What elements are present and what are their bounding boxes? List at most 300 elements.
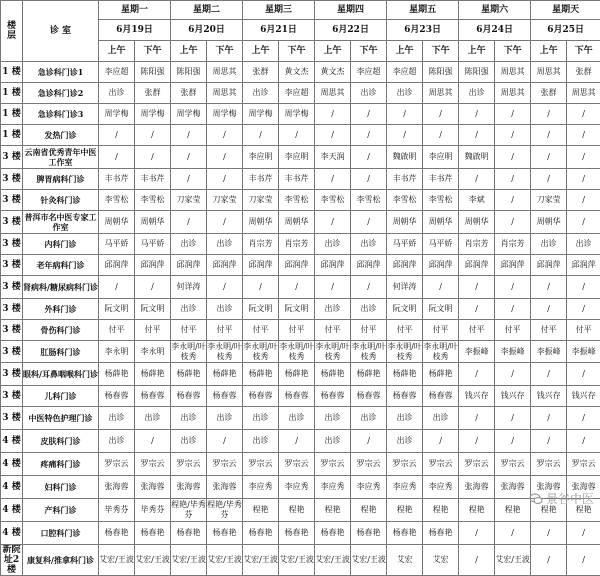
doctor-cell: / <box>387 125 423 146</box>
dept-cell: 肾病科/糖尿病科门诊 <box>23 276 99 299</box>
doctor-cell: / <box>531 545 567 576</box>
doctor-cell: / <box>135 430 171 453</box>
doctor-cell: 李永明/叶枝秀 <box>279 341 315 363</box>
doctor-cell: / <box>459 363 495 386</box>
doctor-cell: 陈阳强 <box>423 62 459 83</box>
doctor-cell: 邱润萍 <box>531 255 567 276</box>
doctor-cell: 周学梅 <box>279 104 315 125</box>
doctor-cell: 邱润萍 <box>459 255 495 276</box>
doctor-cell: 李应明 <box>423 146 459 169</box>
doctor-cell: 陈阳强 <box>171 62 207 83</box>
doctor-cell: / <box>495 276 531 299</box>
schedule-row <box>1 363 600 386</box>
schedule-row <box>1 430 600 453</box>
dept-cell: 肛肠科门诊 <box>23 341 99 363</box>
doctor-cell: 出诊 <box>243 83 279 104</box>
pm-session-header: 下午 <box>495 41 531 62</box>
doctor-cell: 罗宗云 <box>135 453 171 476</box>
schedule-row <box>1 299 600 320</box>
doctor-cell: 李应明 <box>243 146 279 169</box>
doctor-cell: 黄文杰 <box>279 62 315 83</box>
doctor-cell: 阮文明 <box>243 299 279 320</box>
schedule-row <box>1 169 600 190</box>
doctor-cell: / <box>567 169 600 190</box>
doctor-cell: 杨春蓉 <box>423 386 459 407</box>
doctor-cell: / <box>459 276 495 299</box>
doctor-cell: / <box>495 190 531 211</box>
doctor-cell: / <box>99 276 135 299</box>
doctor-cell: 李振峰 <box>459 341 495 363</box>
floor-cell: 3 楼 <box>1 341 23 363</box>
doctor-cell: / <box>387 104 423 125</box>
doctor-cell: / <box>567 104 600 125</box>
day-date: 6月20日 <box>171 20 243 41</box>
doctor-cell: / <box>171 169 207 190</box>
floor-cell: 4 楼 <box>1 522 23 545</box>
doctor-cell: / <box>135 125 171 146</box>
doctor-cell: 罗宗云 <box>459 453 495 476</box>
doctor-cell: 出诊 <box>207 299 243 320</box>
dept-cell: 康复科/推拿科门诊 <box>23 545 99 576</box>
doctor-cell: 张海蓉 <box>567 476 600 499</box>
doctor-cell: / <box>495 299 531 320</box>
doctor-cell: 杨春艳 <box>351 522 387 545</box>
doctor-cell: / <box>459 104 495 125</box>
doctor-cell: 杨春蓉 <box>315 386 351 407</box>
doctor-cell: 程艳 <box>387 499 423 522</box>
doctor-cell: / <box>531 104 567 125</box>
am-session-header: 上午 <box>387 41 423 62</box>
schedule-body <box>1 62 600 576</box>
doctor-cell: 邱润萍 <box>351 255 387 276</box>
doctor-cell: 杨薛艳 <box>135 363 171 386</box>
doctor-cell: 罗宗云 <box>495 453 531 476</box>
day-date: 6月23日 <box>387 20 459 41</box>
doctor-cell: / <box>531 276 567 299</box>
doctor-cell: 张海蓉 <box>459 476 495 499</box>
schedule-row <box>1 146 600 169</box>
doctor-cell: 程艳 <box>459 499 495 522</box>
doctor-cell: 邱润萍 <box>423 255 459 276</box>
doctor-cell: 马平娇 <box>423 234 459 255</box>
doctor-cell: 出诊 <box>387 83 423 104</box>
doctor-cell: 黄文杰 <box>315 62 351 83</box>
doctor-cell: 李应超 <box>351 62 387 83</box>
doctor-cell: 李应超 <box>387 62 423 83</box>
doctor-cell: 出诊 <box>351 83 387 104</box>
doctor-cell: 艾宏/王波 <box>315 545 351 576</box>
dept-cell: 口腔科门诊 <box>23 522 99 545</box>
doctor-cell: 李应超 <box>99 62 135 83</box>
floor-cell: 4 楼 <box>1 476 23 499</box>
doctor-cell: / <box>459 125 495 146</box>
doctor-cell: 程艳 <box>495 499 531 522</box>
doctor-cell: / <box>351 104 387 125</box>
doctor-cell: / <box>567 190 600 211</box>
doctor-cell: / <box>459 430 495 453</box>
doctor-cell: / <box>351 430 387 453</box>
doctor-cell: 程艳 <box>351 499 387 522</box>
doctor-cell: 付平 <box>99 320 135 341</box>
doctor-cell: 周思其 <box>207 83 243 104</box>
doctor-cell: 陈阳强 <box>135 62 171 83</box>
doctor-cell: 杨春蓉 <box>279 386 315 407</box>
am-session-header: 上午 <box>99 41 135 62</box>
doctor-cell: 艾宏/王波 <box>351 545 387 576</box>
doctor-cell: 丰书芹 <box>99 169 135 190</box>
doctor-cell: 罗宗云 <box>99 453 135 476</box>
doctor-cell: 杨春艳 <box>423 522 459 545</box>
doctor-cell: / <box>495 125 531 146</box>
doctor-cell: 邱润萍 <box>279 255 315 276</box>
doctor-cell: 周学梅 <box>171 104 207 125</box>
pm-session-header: 下午 <box>279 41 315 62</box>
floor-cell: 3 楼 <box>1 146 23 169</box>
doctor-cell: 杨春蓉 <box>171 386 207 407</box>
doctor-cell: 杨春艳 <box>279 522 315 545</box>
doctor-cell: 李振峰 <box>495 341 531 363</box>
doctor-cell: 阮文明 <box>387 299 423 320</box>
doctor-cell: 出诊 <box>99 83 135 104</box>
day-name: 星期四 <box>315 1 387 20</box>
doctor-cell: / <box>495 146 531 169</box>
doctor-cell: / <box>531 522 567 545</box>
am-session-header: 上午 <box>531 41 567 62</box>
doctor-cell: 周思其 <box>207 62 243 83</box>
doctor-cell: 李应秀 <box>279 476 315 499</box>
doctor-cell: 杨春艳 <box>387 522 423 545</box>
dept-cell: 急诊科门诊2 <box>23 83 99 104</box>
doctor-cell: 付平 <box>351 320 387 341</box>
floor-cell: 1 楼 <box>1 104 23 125</box>
doctor-cell: / <box>351 276 387 299</box>
doctor-cell: / <box>171 146 207 169</box>
doctor-cell: / <box>207 125 243 146</box>
floor-cell: 3 楼 <box>1 169 23 190</box>
doctor-cell: 出诊 <box>171 430 207 453</box>
dept-cell: 皮肤科门诊 <box>23 430 99 453</box>
doctor-cell: 杨春艳 <box>135 522 171 545</box>
doctor-cell: 艾宏/王波 <box>495 545 531 576</box>
day-date: 6月21日 <box>243 20 315 41</box>
doctor-cell: 钱兴存 <box>495 386 531 407</box>
doctor-cell: 程艳 <box>423 499 459 522</box>
doctor-cell: 邱润萍 <box>243 255 279 276</box>
doctor-cell: 罗宗云 <box>171 453 207 476</box>
doctor-cell: 付平 <box>423 320 459 341</box>
doctor-cell: 周思其 <box>495 62 531 83</box>
doctor-cell: 钱兴存 <box>531 386 567 407</box>
doctor-cell: 阮文明 <box>99 299 135 320</box>
doctor-cell: 出诊 <box>531 234 567 255</box>
doctor-cell: 周学梅 <box>207 104 243 125</box>
doctor-cell: 李振峰 <box>567 341 600 363</box>
floor-cell: 1 楼 <box>1 83 23 104</box>
doctor-cell: 罗宗云 <box>567 453 600 476</box>
doctor-cell: 出诊 <box>243 430 279 453</box>
doctor-cell: 杨薛艳 <box>243 363 279 386</box>
doctor-cell: / <box>459 522 495 545</box>
doctor-cell: 出诊 <box>351 234 387 255</box>
doctor-cell: 李天润 <box>315 146 351 169</box>
doctor-cell: 张群 <box>135 83 171 104</box>
doctor-cell: 邱润萍 <box>99 255 135 276</box>
doctor-cell: 何详涛 <box>171 276 207 299</box>
doctor-cell: 艾宏 <box>387 545 423 576</box>
doctor-cell: 出诊 <box>315 407 351 430</box>
doctor-cell: 付平 <box>315 320 351 341</box>
schedule-row <box>1 255 600 276</box>
doctor-cell: 出诊 <box>207 234 243 255</box>
doctor-cell: / <box>459 299 495 320</box>
doctor-cell: / <box>531 363 567 386</box>
dept-cell: 眼科/耳鼻咽喉科门诊 <box>23 363 99 386</box>
doctor-cell: 付平 <box>567 320 600 341</box>
doctor-cell: 张群 <box>531 83 567 104</box>
doctor-cell: 丰书芹 <box>135 169 171 190</box>
dept-cell: 普洱市名中医专家工作室 <box>23 211 99 234</box>
doctor-cell: 李雪松 <box>351 190 387 211</box>
doctor-cell: 杨春艳 <box>315 522 351 545</box>
doctor-cell: 李永明/叶枝秀 <box>207 341 243 363</box>
doctor-cell: 杨薛艳 <box>387 363 423 386</box>
doctor-cell: 付平 <box>531 320 567 341</box>
schedule-row <box>1 522 600 545</box>
doctor-cell: 杨薛艳 <box>315 363 351 386</box>
doctor-cell: 程艳 <box>531 499 567 522</box>
doctor-cell: 张海蓉 <box>531 476 567 499</box>
doctor-cell: 魏啟明 <box>387 146 423 169</box>
dept-cell: 儿科门诊 <box>23 386 99 407</box>
doctor-cell: 毕秀芬 <box>99 499 135 522</box>
dept-cell: 疼痛科门诊 <box>23 453 99 476</box>
doctor-cell: 杨春蓉 <box>99 386 135 407</box>
doctor-cell: 出诊 <box>459 83 495 104</box>
doctor-cell: 艾宏 <box>423 545 459 576</box>
dept-cell: 针灸科门诊 <box>23 190 99 211</box>
schedule-row <box>1 499 600 522</box>
day-name: 星期天 <box>531 1 600 20</box>
schedule-row <box>1 476 600 499</box>
doctor-cell: 何详涛 <box>387 276 423 299</box>
day-date: 6月24日 <box>459 20 531 41</box>
doctor-cell: 李永明 <box>135 341 171 363</box>
schedule-row <box>1 407 600 430</box>
doctor-cell: 艾宏/王波 <box>99 545 135 576</box>
doctor-cell: 出诊 <box>99 430 135 453</box>
doctor-cell: 杨薛艳 <box>279 363 315 386</box>
doctor-cell: 出诊 <box>387 407 423 430</box>
doctor-cell: / <box>531 299 567 320</box>
doctor-cell: 出诊 <box>279 407 315 430</box>
schedule-row <box>1 234 600 255</box>
doctor-cell: 付平 <box>171 320 207 341</box>
schedule-row <box>1 83 600 104</box>
doctor-cell: 出诊 <box>171 234 207 255</box>
doctor-cell: 张海蓉 <box>171 476 207 499</box>
pm-session-header: 下午 <box>135 41 171 62</box>
doctor-cell: 出诊 <box>315 234 351 255</box>
doctor-cell: / <box>495 430 531 453</box>
dept-cell: 发热门诊 <box>23 125 99 146</box>
doctor-cell: / <box>315 276 351 299</box>
doctor-cell: 李永明 <box>99 341 135 363</box>
floor-cell: 3 楼 <box>1 234 23 255</box>
doctor-cell: 李应超 <box>279 83 315 104</box>
doctor-cell: 钱兴存 <box>567 386 600 407</box>
doctor-cell: 出诊 <box>387 430 423 453</box>
doctor-cell: 出诊 <box>351 299 387 320</box>
doctor-cell: / <box>567 276 600 299</box>
doctor-cell: / <box>207 169 243 190</box>
doctor-cell: 李应秀 <box>423 476 459 499</box>
doctor-cell: 丰书芹 <box>243 169 279 190</box>
schedule-row <box>1 386 600 407</box>
doctor-cell: 李雪松 <box>423 190 459 211</box>
pm-session-header: 下午 <box>423 41 459 62</box>
doctor-cell: 杨春蓉 <box>387 386 423 407</box>
doctor-cell: 杨春蓉 <box>243 386 279 407</box>
doctor-cell: 程艳/毕秀芬 <box>171 499 207 522</box>
doctor-cell: 李雪松 <box>315 190 351 211</box>
floor-cell: 4 楼 <box>1 430 23 453</box>
doctor-cell: / <box>243 276 279 299</box>
doctor-cell: 杨春艳 <box>207 522 243 545</box>
doctor-cell: / <box>351 125 387 146</box>
doctor-cell: 罗宗云 <box>207 453 243 476</box>
doctor-cell: / <box>279 276 315 299</box>
doctor-cell: 罗宗云 <box>351 453 387 476</box>
floor-cell: 3 楼 <box>1 255 23 276</box>
doctor-cell: / <box>459 545 495 576</box>
doctor-cell: 肖宗芳 <box>495 234 531 255</box>
doctor-cell: 程艳 <box>567 499 600 522</box>
doctor-cell: 刀家莹 <box>171 190 207 211</box>
doctor-cell: 丰书芹 <box>423 169 459 190</box>
floor-cell: 3 楼 <box>1 211 23 234</box>
doctor-cell: / <box>531 146 567 169</box>
doctor-cell: 付平 <box>207 320 243 341</box>
doctor-cell: 付平 <box>495 320 531 341</box>
doctor-cell: 张海蓉 <box>99 476 135 499</box>
schedule-row <box>1 104 600 125</box>
doctor-cell: 杨薛艳 <box>423 363 459 386</box>
doctor-cell: 钱兴存 <box>459 386 495 407</box>
doctor-cell: 罗宗云 <box>531 453 567 476</box>
doctor-cell: 周朝华 <box>387 211 423 234</box>
day-name: 星期三 <box>243 1 315 20</box>
doctor-cell: 罗宗云 <box>279 453 315 476</box>
wechat-icon <box>529 492 543 506</box>
doctor-cell: 张群 <box>567 62 600 83</box>
dept-header: 诊 室 <box>23 1 99 62</box>
doctor-cell: / <box>315 125 351 146</box>
dept-cell: 产科门诊 <box>23 499 99 522</box>
doctor-cell: 程艳 <box>279 499 315 522</box>
doctor-cell: 李斌 <box>459 190 495 211</box>
doctor-cell: 李永明/叶枝秀 <box>171 341 207 363</box>
day-date: 6月19日 <box>99 20 171 41</box>
doctor-cell: / <box>567 522 600 545</box>
floor-cell: 1 楼 <box>1 62 23 83</box>
floor-cell: 3 楼 <box>1 386 23 407</box>
dept-cell: 骨伤科门诊 <box>23 320 99 341</box>
doctor-cell: 刀家莹 <box>207 190 243 211</box>
pm-session-header: 下午 <box>207 41 243 62</box>
doctor-cell: 邱润萍 <box>495 255 531 276</box>
doctor-cell: 邱润萍 <box>567 255 600 276</box>
floor-cell: 3 楼 <box>1 190 23 211</box>
doctor-cell: 周朝华 <box>243 211 279 234</box>
doctor-cell: 李应秀 <box>387 476 423 499</box>
doctor-cell: 邱润萍 <box>315 255 351 276</box>
am-session-header: 上午 <box>243 41 279 62</box>
doctor-cell: 付平 <box>387 320 423 341</box>
doctor-cell: 丰书芹 <box>279 169 315 190</box>
doctor-cell: 阮文明 <box>423 299 459 320</box>
day-header-row <box>1 1 600 20</box>
doctor-cell: 李雪松 <box>135 190 171 211</box>
doctor-cell: 邱润萍 <box>207 255 243 276</box>
doctor-cell: 李应秀 <box>243 476 279 499</box>
doctor-cell: / <box>279 125 315 146</box>
doctor-cell: / <box>279 430 315 453</box>
schedule-row <box>1 211 600 234</box>
schedule-row <box>1 545 600 576</box>
dept-cell: 老年病科门诊 <box>23 255 99 276</box>
floor-cell: 3 楼 <box>1 363 23 386</box>
pm-session-header: 下午 <box>567 41 600 62</box>
doctor-cell: 李应秀 <box>315 476 351 499</box>
doctor-cell: / <box>423 125 459 146</box>
schedule-row <box>1 125 600 146</box>
doctor-cell: / <box>495 104 531 125</box>
doctor-cell: / <box>207 430 243 453</box>
doctor-cell: / <box>495 407 531 430</box>
doctor-cell: 周思其 <box>531 62 567 83</box>
watermark-text: 景谷中医 <box>546 490 594 507</box>
doctor-cell: 出诊 <box>315 299 351 320</box>
doctor-cell: 付平 <box>135 320 171 341</box>
doctor-cell: 周朝华 <box>531 211 567 234</box>
doctor-cell: 杨薛艳 <box>99 363 135 386</box>
doctor-cell: 罗宗云 <box>243 453 279 476</box>
doctor-cell: 杨薛艳 <box>171 363 207 386</box>
doctor-cell: 周学梅 <box>99 104 135 125</box>
floor-cell: 4 楼 <box>1 453 23 476</box>
doctor-cell: 李振峰 <box>531 341 567 363</box>
doctor-cell: / <box>567 407 600 430</box>
doctor-cell: 出诊 <box>171 299 207 320</box>
doctor-cell: 李雪松 <box>99 190 135 211</box>
doctor-cell: 周思其 <box>495 83 531 104</box>
doctor-cell: 肖宗芳 <box>279 234 315 255</box>
doctor-cell: 肖宗芳 <box>459 234 495 255</box>
doctor-cell: 李应秀 <box>351 476 387 499</box>
doctor-cell: 杨春艳 <box>243 522 279 545</box>
doctor-cell: 刀家莹 <box>531 190 567 211</box>
floor-cell: 4 楼 <box>1 499 23 522</box>
doctor-cell: 杨春艳 <box>171 522 207 545</box>
day-date: 6月22日 <box>315 20 387 41</box>
day-date: 6月25日 <box>531 20 600 41</box>
day-name: 星期五 <box>387 1 459 20</box>
pm-session-header: 下午 <box>351 41 387 62</box>
doctor-cell: / <box>567 545 600 576</box>
doctor-cell: 丰书芹 <box>387 169 423 190</box>
doctor-cell: 魏啟明 <box>459 146 495 169</box>
doctor-cell: / <box>567 125 600 146</box>
